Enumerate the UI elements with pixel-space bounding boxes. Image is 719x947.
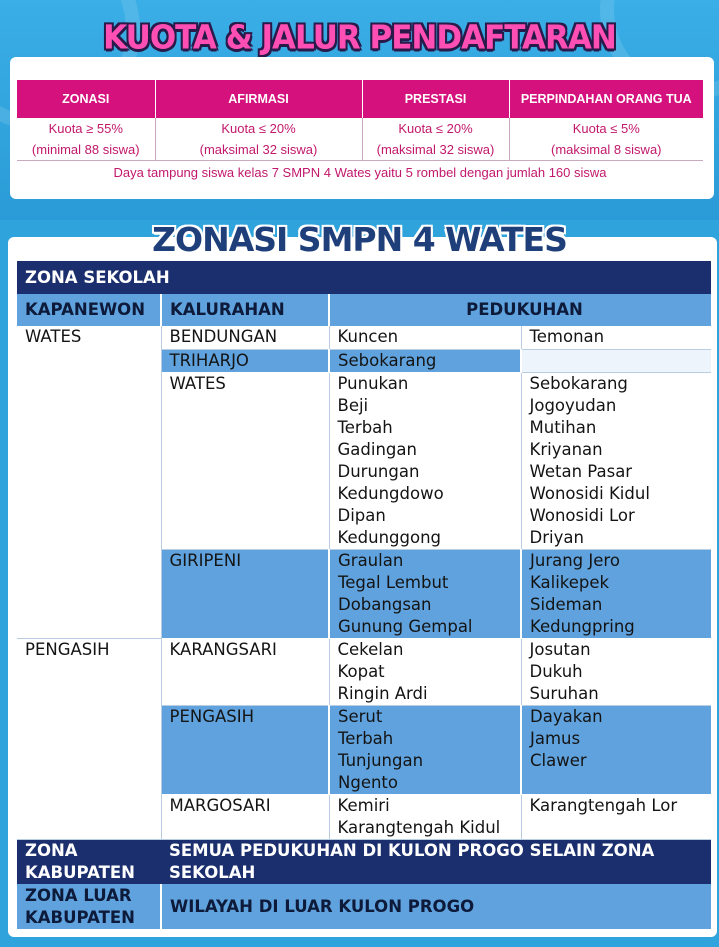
pedukuhan-cell — [521, 549, 711, 638]
pedukuhan-item: Gadingan — [337, 439, 417, 459]
quota-cell: Kuota ≤ 5% — [572, 121, 640, 136]
pedukuhan-item: Kopat — [337, 661, 385, 681]
zona-luar-kabupaten-label: ZONA LUAR KABUPATEN — [17, 884, 161, 929]
pedukuhan-cell — [329, 349, 521, 372]
quota-heading: KUOTA & JALUR PENDAFTARAN — [103, 19, 616, 57]
pedukuhan-item: Dukuh — [529, 661, 583, 681]
quota-table — [17, 80, 703, 184]
kalurahan-cell: TRIHARJO — [161, 349, 329, 372]
quota-column-header: ZONASI — [17, 80, 155, 118]
pedukuhan-item: Ringin Ardi — [337, 683, 428, 703]
pedukuhan-item: Terbah — [338, 728, 394, 748]
pedukuhan-item: Kemiri — [337, 795, 390, 815]
kapanewon-header: KAPANEWON — [17, 294, 161, 326]
kalurahan-cell: PENGASIH — [161, 705, 329, 794]
zona-sekolah-title: ZONA SEKOLAH — [17, 261, 711, 294]
pedukuhan-item: Driyan — [529, 527, 584, 547]
pedukuhan-item: Jurang Jero — [530, 550, 620, 570]
pedukuhan-item: Sebokarang — [529, 373, 628, 393]
pedukuhan-cell — [329, 549, 521, 638]
pedukuhan-item: Karangtengah Lor — [529, 795, 678, 815]
pedukuhan-item: Terbah — [337, 417, 393, 437]
pedukuhan-item: Durungan — [337, 461, 420, 481]
pedukuhan-item: Ngento — [338, 772, 398, 792]
capacity-note: Daya tampung siswa kelas 7 SMPN 4 Wates yaitu 5 rombel dengan jumlah 160 siswa — [113, 164, 607, 180]
quota-limit-cell: (maksimal 8 siswa) — [509, 139, 703, 160]
pedukuhan-item: Dobangsan — [338, 594, 432, 614]
pedukuhan-item: Gunung Gempal — [338, 616, 473, 636]
kalurahan-cell: GIRIPENI — [161, 549, 329, 638]
quota-limit-cell: (maksimal 32 siswa) — [155, 139, 362, 160]
pedukuhan-item: Kriyanan — [529, 439, 603, 459]
kalurahan-cell: BENDUNGAN — [161, 326, 329, 349]
pedukuhan-item: Beji — [337, 395, 369, 415]
pedukuhan-cell — [521, 705, 711, 794]
pedukuhan-item: Dayakan — [530, 706, 603, 726]
quota-limit-cell: (minimal 88 siswa) — [17, 139, 155, 160]
pedukuhan-item: Tegal Lembut — [338, 572, 449, 592]
pedukuhan-cell — [521, 638, 711, 705]
pedukuhan-item: Tunjungan — [338, 750, 424, 770]
pedukuhan-cell — [329, 372, 521, 549]
pedukuhan-item: Wonosidi Lor — [529, 505, 635, 525]
pedukuhan-item: Kedunggong — [337, 527, 442, 547]
pedukuhan-cell — [329, 326, 521, 349]
pedukuhan-cell — [521, 794, 711, 839]
pedukuhan-cell — [329, 705, 521, 794]
zonasi-card — [8, 237, 717, 937]
pedukuhan-item: Clawer — [530, 750, 587, 770]
pedukuhan-header: PEDUKUHAN — [329, 294, 711, 326]
kalurahan-cell: WATES — [161, 372, 329, 549]
zona-luar-kabupaten-desc: WILAYAH DI LUAR KULON PROGO — [161, 884, 711, 929]
kalurahan-cell: KARANGSARI — [161, 638, 329, 705]
kapanewon-cell: PENGASIH — [17, 638, 161, 839]
kapanewon-cell: WATES — [17, 326, 161, 638]
quota-column-header: PRESTASI — [362, 80, 509, 118]
pedukuhan-item: Dipan — [337, 505, 386, 525]
pedukuhan-item: Karangtengah Kidul — [337, 817, 501, 837]
pedukuhan-cell — [329, 794, 521, 839]
quota-column-header: AFIRMASI — [155, 80, 362, 118]
pedukuhan-cell — [521, 349, 711, 372]
pedukuhan-item: Wonosidi Kidul — [529, 483, 650, 503]
quota-cell: Kuota ≥ 55% — [17, 118, 155, 139]
pedukuhan-item: Suruhan — [529, 683, 599, 703]
pedukuhan-item: Serut — [338, 706, 383, 726]
quota-cell: Kuota ≤ 20% — [155, 118, 362, 139]
pedukuhan-item: Graulan — [338, 550, 404, 570]
pedukuhan-item: Punukan — [337, 373, 409, 393]
zona-kabupaten-desc: SEMUA PEDUKUHAN DI KULON PROGO SELAIN ZONA SEKOLAH — [161, 839, 711, 884]
kalurahan-cell: MARGOSARI — [161, 794, 329, 839]
pedukuhan-item: Kalikepek — [530, 572, 610, 592]
pedukuhan-cell — [329, 638, 521, 705]
pedukuhan-cell — [521, 326, 711, 349]
pedukuhan-item: Kuncen — [337, 327, 399, 346]
pedukuhan-item: Mutihan — [529, 417, 597, 437]
quota-card — [10, 57, 714, 199]
pedukuhan-item: Sebokarang — [338, 350, 437, 370]
zonasi-heading: ZONASI SMPN 4 WATES — [152, 220, 567, 259]
zona-kabupaten-label: ZONA KABUPATEN — [17, 839, 161, 884]
pedukuhan-item: Temonan — [529, 327, 605, 346]
quota-limit-cell: (maksimal 32 siswa) — [362, 139, 509, 160]
pedukuhan-cell — [521, 372, 711, 549]
pedukuhan-item: Kedungpring — [530, 616, 635, 636]
pedukuhan-item: Wetan Pasar — [529, 461, 633, 481]
quota-cell: Kuota ≤ 20% — [362, 118, 509, 139]
pedukuhan-item: Jamus — [530, 728, 581, 748]
quota-column-header: PERPINDAHAN ORANG TUA — [509, 80, 703, 118]
pedukuhan-item: Kedungdowo — [337, 483, 444, 503]
pedukuhan-item: Josutan — [529, 639, 591, 659]
pedukuhan-item: Sideman — [530, 594, 603, 614]
zonasi-table — [17, 261, 711, 929]
pedukuhan-item: Jogoyudan — [529, 395, 617, 415]
pedukuhan-item: Cekelan — [337, 639, 404, 659]
kalurahan-header: KALURAHAN — [161, 294, 329, 326]
